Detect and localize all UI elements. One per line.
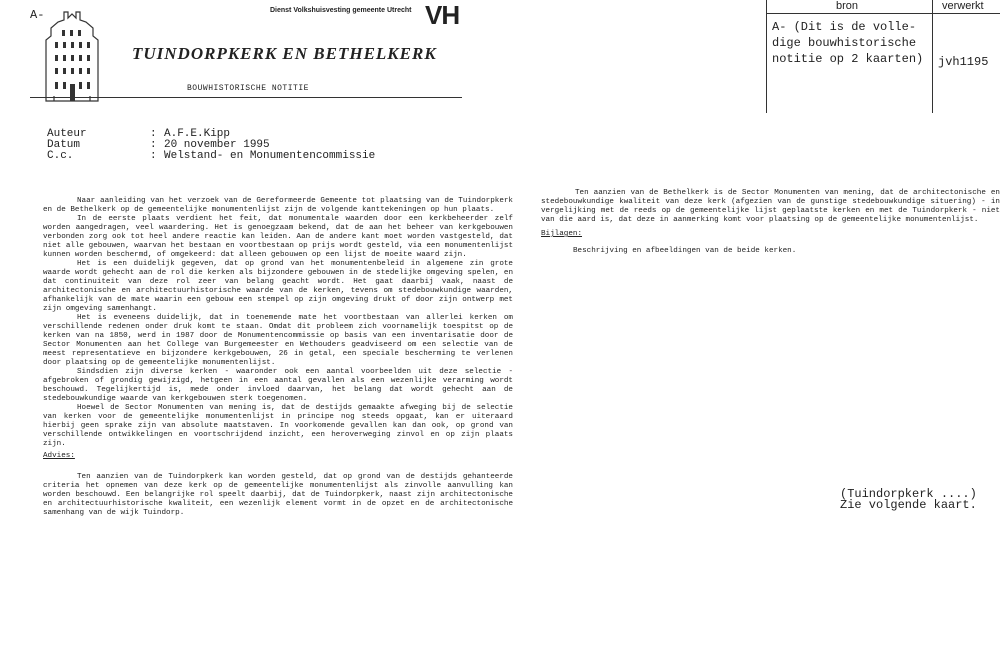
verwerkt-value: jvh1195 xyxy=(938,55,989,69)
body-paragraph: Sindsdien zijn diverse kerken - waaronder ook een aantal voorbeelden uit deze selectie - afgebroken of grondig gewijzigd, hetgeen in een aantal gevallen als een wezenlijke verarming wordt beschouwd. Tegelijkertijd is, mede onder invloed daarvan, het belang dat wordt gehecht aan de stedebouwkundige waarde van kerkgebouwen sterk toegenomen. xyxy=(43,368,513,403)
advies-paragraph: Ten aanzien van de Tuindorpkerk kan worden gesteld, dat op grond van de destijds gehanteerde criteria het opnemen van deze kerk op de gemeentelijke monumentenlijst als zinvolle aanvulling kan worden beschouwd. Een belangrijke rol speelt daarbij, dat de Tuindorpkerk, naast zijn architectonische en architectuurhistorische kwaliteit, een wezenlijk element vormt in de opzet en de architectonische samenhang van de wijk Tuindorp. xyxy=(43,473,513,517)
continuation-note xyxy=(840,489,977,511)
document-title: TUINDORPKERK EN BETHELKERK xyxy=(132,44,437,63)
register-box-left-border xyxy=(766,0,767,113)
advies-heading: Advies: xyxy=(43,452,75,460)
organization-name: Dienst Volkshuisvesting gemeente Utrecht xyxy=(270,7,412,14)
meta-label-cc: C.c. xyxy=(47,150,74,162)
register-box-column-divider xyxy=(932,0,933,113)
body-paragraph: Hoewel de Sector Monumenten van mening is, dat de destijds gemaakte afweging bij de selectie van kerken voor de gemeentelijke monumentenlijst in principe nog steeds opgaat, kan er uiteraard hierbij geen sprake zijn van absolute maatstaven. In voorkomende gevallen kan dan ook, op grond van verschillende ontwikkelingen en voortschrijdend inzicht, een heroverweging zinvol en op zijn plaats zijn. xyxy=(43,404,513,448)
continuation-note-line2: Zie volgende kaart. xyxy=(840,498,977,512)
meta-value-date: 20 november 1995 xyxy=(164,139,270,151)
column-header-bron: bron xyxy=(836,0,859,12)
continuation-note-line1: (Tuindorpkerk ....) xyxy=(840,487,977,501)
bijlagen-text: Beschrijving en afbeeldingen van de beide kerken. xyxy=(573,247,797,255)
register-box-header-rule xyxy=(766,13,1000,14)
body-paragraph: Het is eveneens duidelijk, dat in toenemende mate het voortbestaan van allerlei kerken om verschillende redenen onder druk komt te staan. Omdat dit probleem zich voornamelijk toespitst op de kerken van na 1850, werd in 1987 door de Monumentencommissie op basis van een inventarisatie door de Sector Monumenten aan het College van Burgemeester en Wethouders geadviseerd om een selectie van de meest representatieve en bijzondere kerkgebouwen, 26 in getal, een speciale bescherming te verlenen door plaatsing op de gemeentelijke monumentenlijst. xyxy=(43,314,513,367)
body-left-column xyxy=(43,197,513,518)
vh-logo: VH xyxy=(425,0,460,30)
bijlagen-heading: Bijlagen: xyxy=(541,230,583,238)
body-paragraph: Naar aanleiding van het verzoek van de Gereformeerde Gemeente tot plaatsing van de Tuindorpkerk en de Bethelkerk op de gemeentelijke monumentenlijst zijn de volgende kanttekeningen op hun plaats. xyxy=(43,197,513,214)
meta-label-author: Auteur xyxy=(47,128,87,140)
body-paragraph: In de eerste plaats verdient het feit, dat monumentale waarden door een kerkbeheerder zelf worden aangedragen, veel waardering. Het is genoegzaam bekend, dat de aan het beheer van kerkgebouwen verbonden zorg ook tot heel andere reactie kan leiden. Aan de andere kant moet worden vastgesteld, dat niet alle gebouwen, waarvan het bestaan en voortbestaan op prijs wordt gesteld, via een monumentenlijst kunnen worden beschermd, of omgekeerd: dat alleen gebouwen op een lijst de moeite waard zijn. xyxy=(43,215,513,259)
meta-value-author: A.F.E.Kipp xyxy=(164,128,231,140)
document-subtitle: BOUWHISTORISCHE NOTITIE xyxy=(187,84,309,93)
bron-note: A- (Dit is de volle- dige bouwhistorische notitie op 2 kaarten) xyxy=(772,20,924,66)
body-right-column xyxy=(541,189,1000,256)
meta-colon: : xyxy=(150,128,157,140)
column-header-verwerkt: verwerkt xyxy=(942,0,984,12)
meta-colon: : xyxy=(150,139,157,151)
meta-value-cc: Welstand- en Monumentencommissie xyxy=(164,150,376,162)
corner-letter: A- xyxy=(30,8,45,22)
body-paragraph: Ten aanzien van de Bethelkerk is de Sector Monumenten van mening, dat de architectonische en stedebouwkundige kwaliteit van deze kerk (afgezien van de gunstige stedebouwkundige situering) - in vergelijking met de reeds op de gemeentelijke lijst geplaatste kerken en met de Tuindorpkerk - niet van die aard is, dat deze in aanmerking komt voor plaatsing op de gemeentelijke monumentenlijst. xyxy=(541,189,1000,224)
body-paragraph: Het is een duidelijk gegeven, dat op grond van het monumentenbeleid in algemene zin grote waarde wordt gehecht aan de rol die kerken als bijzondere gebouwen in de stedelijke omgeving spelen, en dat continuiteit van deze rol zeer van belang geacht wordt. Het gaat daarbij vaak, naast de architectonische en architectuurhistorische waarde van de kerken, tevens om stedebouwkundige waarden, afhankelijk van de mate waarin een gebouw een stempel op zijn omgeving drukt of door zijn ontwerp met zijn omgeving samenhangt. xyxy=(43,260,513,313)
meta-label-date: Datum xyxy=(47,139,81,151)
header-divider xyxy=(30,97,462,98)
tower-logo-icon xyxy=(42,8,102,102)
meta-colon: : xyxy=(150,150,157,162)
